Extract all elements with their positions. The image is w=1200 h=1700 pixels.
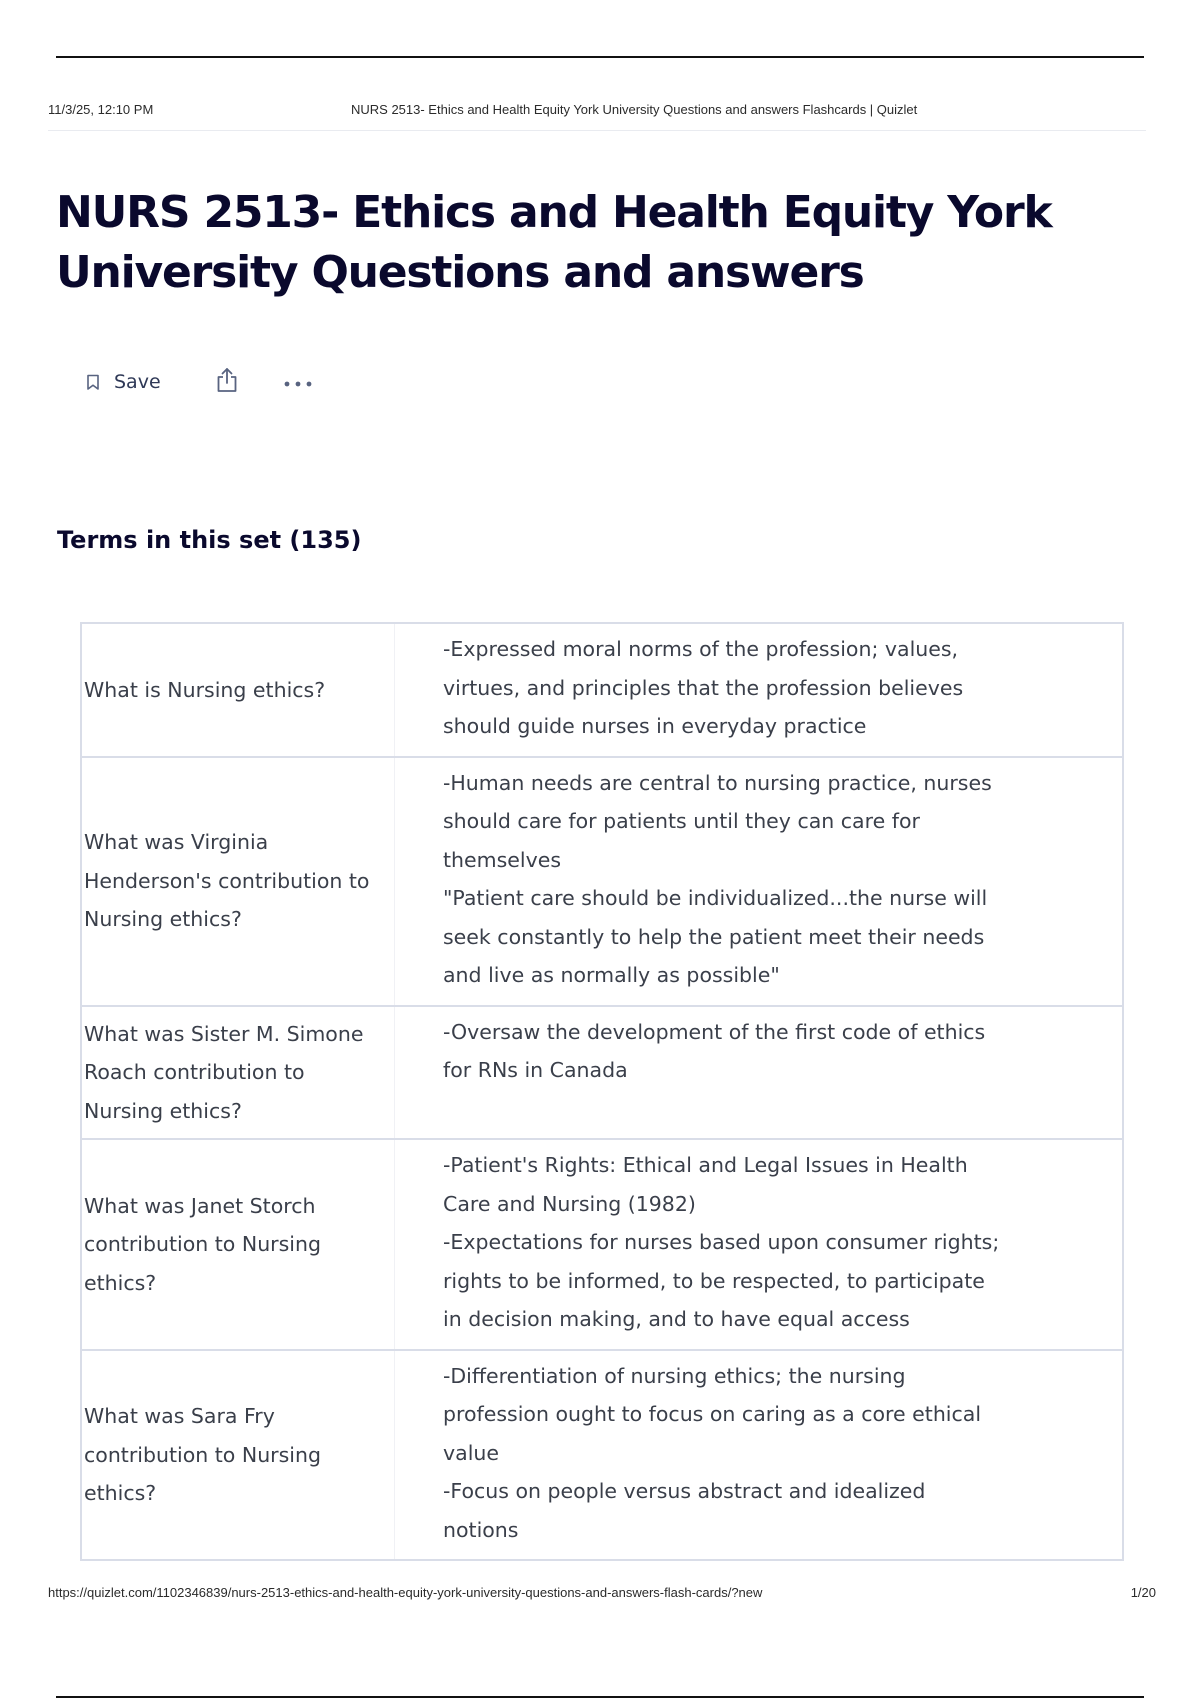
definition-line: themselves [443, 847, 562, 872]
definition-line: -Patient's Rights: Ethical and Legal Issues in Health [443, 1153, 968, 1177]
page-title: NURS 2513- Ethics and Health Equity York University Questions and answers [56, 187, 1052, 298]
definition-line-spacer [443, 1090, 1102, 1129]
print-header [48, 102, 1146, 122]
card-term: What was Virginia Henderson's contribution to Nursing ethics? [82, 758, 395, 1005]
print-url: https://quizlet.com/1102346839/nurs-2513-ethics-and-health-equity-york-university-questions-and-answers-flash-cards/?new [48, 1585, 763, 1600]
definition-line: virtues, and principles that the profession believes [443, 675, 964, 700]
flashcard-row [82, 1005, 1122, 1139]
definition-line: "Patient care should be individualized...the nurse will [443, 886, 988, 910]
card-term: What is Nursing ethics? [82, 624, 395, 756]
save-button-label: Save [114, 371, 161, 393]
card-definition [395, 1140, 1122, 1349]
page-top-rule [56, 56, 1144, 58]
definition-line: value [443, 1440, 499, 1465]
card-definition [395, 624, 1122, 756]
definition-line: in decision making, and to have equal access [443, 1307, 910, 1331]
flashcard-row [82, 624, 1122, 756]
definition-line: seek constantly to help the patient meet their needs [443, 924, 985, 949]
card-term: What was Janet Storch contribution to Nursing ethics? [82, 1140, 395, 1349]
definition-line: -Expectations for nurses based upon consumer rights; [443, 1230, 1000, 1254]
save-button[interactable] [84, 371, 161, 393]
definition-line: notions [443, 1517, 519, 1542]
definition-line: for RNs in Canada [443, 1058, 628, 1082]
page-number: 1/20 [1130, 1585, 1156, 1600]
definition-line: should guide nurses in everyday practice [443, 714, 867, 738]
card-term: What was Sara Fry contribution to Nursing ethics? [82, 1351, 395, 1560]
definition-line: -Human needs are central to nursing practice, nurses [443, 770, 992, 795]
page-bottom-rule [56, 1696, 1144, 1698]
share-button[interactable] [213, 367, 241, 397]
definition-line: -Focus on people versus abstract and idealized [443, 1479, 926, 1503]
definition-line: rights to be informed, to be respected, to participate [443, 1268, 985, 1293]
definition-line: and live as normally as possible" [443, 963, 780, 987]
definition-line: -Differentiation of nursing ethics; the nursing [443, 1363, 906, 1388]
definition-line: -Oversaw the development of the first code of ethics [443, 1019, 986, 1044]
flashcard-list [80, 622, 1124, 1561]
share-icon [214, 366, 240, 398]
card-term: What was Sister M. Simone Roach contribution to Nursing ethics? [82, 1007, 395, 1139]
more-options-button[interactable] [283, 367, 313, 397]
definition-line: Care and Nursing (1982) [443, 1191, 696, 1216]
flashcard-row [82, 1349, 1122, 1560]
card-definition [395, 1351, 1122, 1560]
definition-line: should care for patients until they can care for [443, 809, 920, 833]
terms-count-heading: Terms in this set (135) [57, 526, 362, 554]
print-date: 11/3/25, 12:10 PM [48, 102, 154, 117]
set-actions-toolbar [84, 364, 313, 400]
definition-line: profession ought to focus on caring as a core ethical [443, 1402, 982, 1426]
more-options-icon [283, 373, 313, 392]
flashcard-row [82, 756, 1122, 1005]
bookmark-icon [84, 373, 102, 391]
print-document-title: NURS 2513- Ethics and Health Equity York University Questions and answers Flashcards | Quizlet [351, 102, 918, 117]
print-footer [48, 1585, 1156, 1605]
definition-line: -Expressed moral norms of the profession; values, [443, 637, 959, 661]
flashcard-row [82, 1138, 1122, 1349]
header-divider [48, 130, 1146, 131]
card-definition [395, 1007, 1122, 1139]
card-definition [395, 758, 1122, 1005]
